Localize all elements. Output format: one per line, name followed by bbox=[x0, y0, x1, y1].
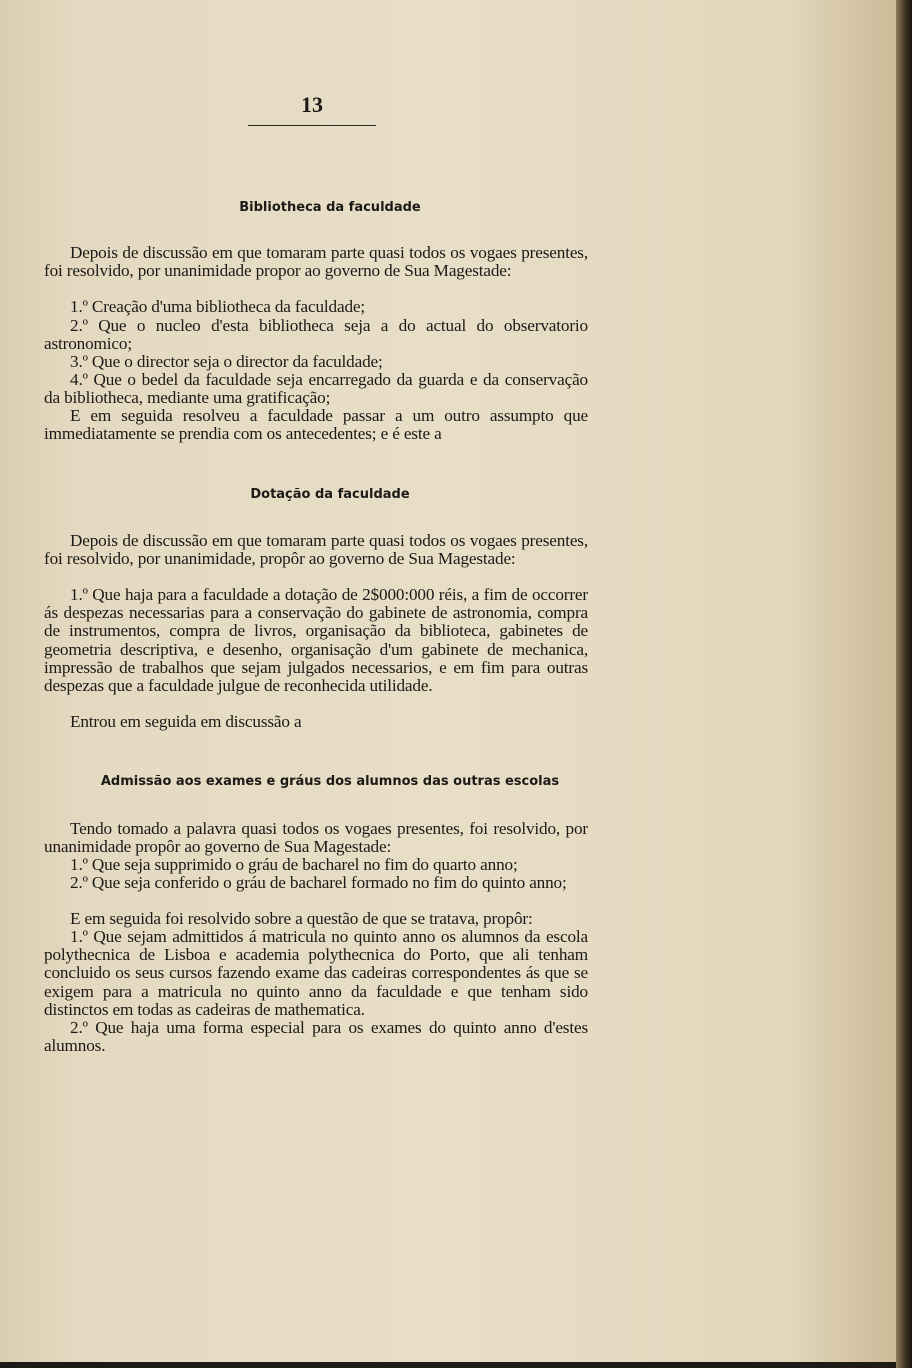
paragraph: Entrou em seguida em discussão a bbox=[70, 712, 302, 731]
book-spine-edge bbox=[896, 0, 912, 1368]
paragraph: Depois de discussão em que tomaram parte quasi todos os vogaes presentes, foi resolvido, por unanimidade, propôr ao governo de Sua Magestade: bbox=[44, 531, 588, 569]
section-heading-admissao: Admissão aos exames e gráus dos alumnos das outras escolas bbox=[100, 774, 560, 789]
paragraph: E em seguida resolveu a faculdade passar a um outro assumpto que immediatamente se prendia com os antecedentes; e é este a bbox=[44, 406, 588, 444]
paragraph: 2.º Que seja conferido o gráu de bacharel formado no fim do quinto anno; bbox=[70, 873, 567, 892]
paragraph: E em seguida foi resolvido sobre a questão de que se tratava, propôr: bbox=[70, 909, 533, 928]
paragraph: 2.º Que haja uma forma especial para os exames do quinto anno d'estes alumnos. bbox=[44, 1018, 588, 1056]
paragraph: 1.º Que sejam admittidos á matricula no quinto anno os alumnos da escola polythecnica de Lisboa e academia polythecnica do Porto, que ali tenham concluido os seus cursos fazendo exame das cadeiras correspondentes ás que se exigem para a matricula no quinto anno da faculdade e que tenham sido distinctos em todas as cadeiras de mathematica. bbox=[44, 927, 588, 1019]
page-number: 13 bbox=[301, 92, 323, 117]
paragraph: Tendo tomado a palavra quasi todos os vogaes presentes, foi resolvido, por unanimidade propôr ao governo de Sua Magestade: bbox=[44, 819, 588, 857]
paragraph: 1.º Que seja supprimido o gráu de bacharel no fim do quarto anno; bbox=[70, 855, 518, 874]
paragraph: 3.º Que o director seja o director da faculdade; bbox=[70, 352, 383, 371]
paragraph: 2.º Que o nucleo d'esta bibliotheca seja a do actual do observatorio astronomico; bbox=[44, 316, 588, 354]
paragraph: 1.º Que haja para a faculdade a dotação de 2$000:000 réis, a fim de occorrer ás despezas necessarias para a conservação do gabinete de astronomia, compra de instrumentos, compra de livros, organisação da biblioteca, gabinetes de geometria descriptiva, e desenho, organisação d'um gabinete de mechanica, impressão de trabalhos que sejam julgados necessarios, e em fim para outras despezas que a faculdade julgue de reconhecida utilidade. bbox=[44, 585, 588, 696]
paragraph: Depois de discussão em que tomaram parte quasi todos os vogaes presentes, foi resolvido, por unanimidade propor ao governo de Sua Magestade: bbox=[44, 243, 588, 281]
paragraph: 1.º Creação d'uma bibliotheca da faculdade; bbox=[70, 297, 365, 316]
section-heading-dotacao: Dotação da faculdade bbox=[250, 487, 410, 502]
section-heading-bibliotheca: Bibliotheca da faculdade bbox=[239, 200, 421, 215]
paragraph: 4.º Que o bedel da faculdade seja encarregado da guarda e da conservação da bibliotheca, mediante uma gratificação; bbox=[44, 370, 588, 408]
page-number-rule bbox=[248, 125, 376, 126]
